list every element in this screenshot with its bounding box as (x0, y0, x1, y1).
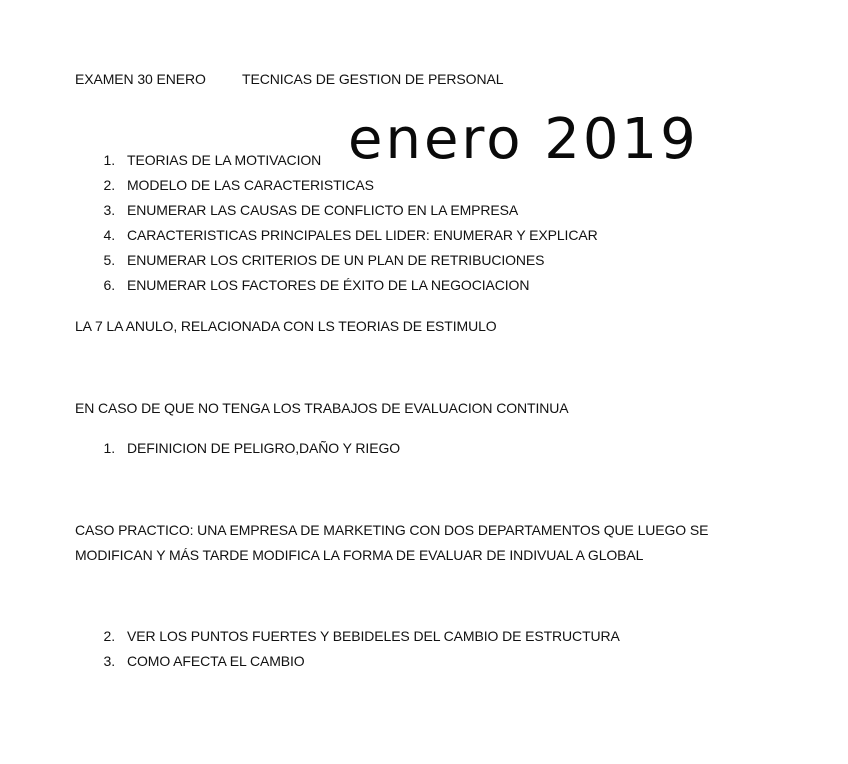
list-item-number: 2. (103, 177, 115, 193)
list-item-text: COMO AFECTA EL CAMBIO (127, 653, 305, 669)
list-item-text: ENUMERAR LOS FACTORES DE ÉXITO DE LA NEGOCIACION (127, 277, 530, 293)
list-item-number: 2. (103, 628, 115, 644)
list-item-text: DEFINICION DE PELIGRO,DAÑO Y RIEGO (127, 440, 401, 456)
continuous-eval-heading: EN CASO DE QUE NO TENGA LOS TRABAJOS DE EVALUACION CONTINUA (75, 400, 569, 416)
list-item-number: 3. (103, 653, 115, 669)
list-item-number: 5. (103, 252, 115, 268)
list-item-number: 1. (103, 152, 115, 168)
exam-date-label: EXAMEN 30 ENERO (75, 71, 206, 87)
list-item-number: 1. (103, 440, 115, 456)
list-item-text: CARACTERISTICAS PRINCIPALES DEL LIDER: ENUMERAR Y EXPLICAR (127, 227, 598, 243)
case-study-line-1: CASO PRACTICO: UNA EMPRESA DE MARKETING CON DOS DEPARTAMENTOS QUE LUEGO SE (75, 522, 709, 538)
list-item-text: MODELO DE LAS CARACTERISTICAS (127, 177, 374, 193)
handwritten-date-note: enero 2019 (348, 107, 699, 172)
list-item-text: ENUMERAR LAS CAUSAS DE CONFLICTO EN LA EMPRESA (127, 202, 519, 218)
list-item-text: TEORIAS DE LA MOTIVACION (127, 152, 322, 168)
subject-title: TECNICAS DE GESTION DE PERSONAL (242, 71, 504, 87)
list-item-number: 4. (103, 227, 115, 243)
list-item-text: ENUMERAR LOS CRITERIOS DE UN PLAN DE RETRIBUCIONES (127, 252, 545, 268)
cancelled-question-note: LA 7 LA ANULO, RELACIONADA CON LS TEORIAS DE ESTIMULO (75, 318, 497, 334)
case-study-line-2: MODIFICAN Y MÁS TARDE MODIFICA LA FORMA DE EVALUAR DE INDIVUAL A GLOBAL (75, 547, 644, 563)
list-item-number: 6. (103, 277, 115, 293)
list-item-number: 3. (103, 202, 115, 218)
list-item-text: VER LOS PUNTOS FUERTES Y BEBIDELES DEL CAMBIO DE ESTRUCTURA (127, 628, 620, 644)
